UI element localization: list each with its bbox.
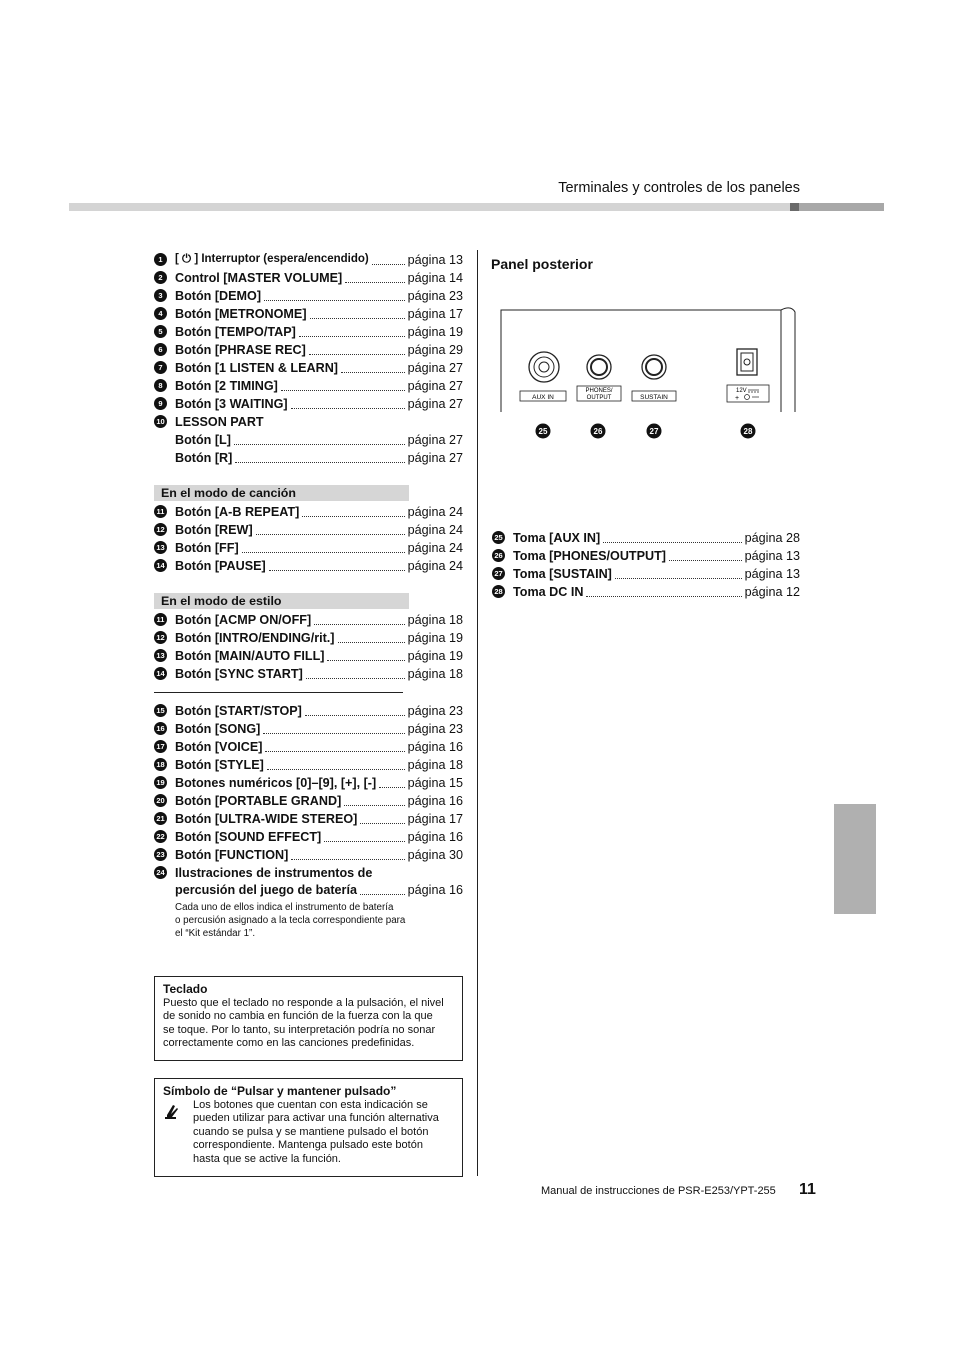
list-item bbox=[154, 647, 463, 664]
page-number: 11 bbox=[799, 1181, 816, 1198]
item-number-badge: 11 bbox=[154, 505, 167, 518]
item-page-ref: página 23 bbox=[407, 703, 463, 718]
item-page-ref: página 27 bbox=[407, 360, 463, 375]
item-label: Botón [TEMPO/TAP] bbox=[175, 324, 296, 339]
item-number-badge: 12 bbox=[154, 523, 167, 536]
item-page-ref: página 16 bbox=[407, 829, 463, 844]
rear-panel-illustration bbox=[495, 300, 805, 450]
item-page-ref: página 23 bbox=[407, 288, 463, 303]
item-number-badge: 21 bbox=[154, 812, 167, 825]
item-page-ref: página 27 bbox=[407, 378, 463, 393]
list-item bbox=[154, 756, 463, 773]
list-item bbox=[492, 583, 800, 600]
item-label: Botón [DEMO] bbox=[175, 288, 262, 303]
item-number-badge: 28 bbox=[492, 585, 505, 598]
item-page-ref: página 18 bbox=[407, 666, 463, 681]
list-item bbox=[154, 521, 463, 538]
header-rule bbox=[69, 203, 884, 211]
item-label: Toma [SUSTAIN] bbox=[513, 566, 612, 581]
item-label: Botón [1 LISTEN & LEARN] bbox=[175, 360, 339, 375]
item-number-badge: 22 bbox=[154, 830, 167, 843]
footer-manual-title: Manual de instrucciones de PSR-E253/YPT-255 bbox=[541, 1185, 776, 1197]
item-page-ref: página 30 bbox=[407, 847, 463, 862]
item-number-badge: 5 bbox=[154, 325, 167, 338]
item-page-ref: página 24 bbox=[407, 522, 463, 537]
hold-finger-icon bbox=[163, 1099, 193, 1167]
list-item bbox=[492, 547, 800, 564]
item-number-badge: 26 bbox=[492, 549, 505, 562]
rear-panel-title: Panel posterior bbox=[491, 256, 593, 272]
item-label: Botón [SYNC START] bbox=[175, 666, 303, 681]
item-number-badge: 1 bbox=[154, 253, 167, 266]
item-number-badge: 12 bbox=[154, 631, 167, 644]
item-page-ref: página 16 bbox=[407, 739, 463, 754]
dc-in-jack-icon bbox=[737, 349, 757, 375]
item-page-ref: página 17 bbox=[407, 811, 463, 826]
song-mode-heading: En el modo de canción bbox=[154, 485, 409, 501]
item-page-ref: página 24 bbox=[407, 504, 463, 519]
item-24-note: Cada uno de ellos indica el instrumento de batería o percusión asignado a la tecla correspondiente para el “Kit estándar 1”. bbox=[175, 902, 406, 939]
item-page-ref: página 28 bbox=[744, 530, 800, 545]
list-item bbox=[154, 377, 463, 394]
aux-in-jack-icon bbox=[529, 352, 559, 382]
style-mode-heading: En el modo de estilo bbox=[154, 593, 409, 609]
list-item bbox=[154, 503, 463, 520]
list-item bbox=[154, 828, 463, 845]
item-page-ref: página 14 bbox=[407, 270, 463, 285]
item-page-ref: página 13 bbox=[744, 566, 800, 581]
keyboard-note-box: Teclado Puesto que el teclado no responde a la pulsación, el nivel de sonido no cambia en función de la fuerza con la que se toque. Por lo tanto, su interpretación podría no sonar correctamente como en las canciones predefinidas. bbox=[154, 976, 463, 1061]
item-label: Botón [A-B REPEAT] bbox=[175, 504, 300, 519]
list-item bbox=[154, 792, 463, 809]
item-label: Botón [STYLE] bbox=[175, 757, 264, 772]
item-label: Botón [FF] bbox=[175, 540, 239, 555]
item-page-ref: página 18 bbox=[407, 757, 463, 772]
item-page-ref: página 27 bbox=[407, 432, 463, 447]
item-label: Toma DC IN bbox=[513, 584, 584, 599]
item-page-ref: página 13 bbox=[744, 548, 800, 563]
item-number-badge: 24 bbox=[154, 866, 167, 879]
item-number-badge: 15 bbox=[154, 704, 167, 717]
item-number-badge: 25 bbox=[492, 531, 505, 544]
list-item bbox=[154, 557, 463, 574]
item-page-ref: página 17 bbox=[407, 306, 463, 321]
list-item bbox=[154, 810, 463, 827]
list-item bbox=[154, 449, 463, 466]
item-page-ref: página 29 bbox=[407, 342, 463, 357]
keyboard-note-title: Teclado bbox=[163, 982, 208, 996]
item-page-ref: página 13 bbox=[407, 252, 463, 267]
list-item bbox=[154, 269, 463, 286]
list-item-24-continued: percusión del juego de batería página 16 bbox=[175, 882, 463, 897]
svg-text:+: + bbox=[735, 395, 740, 402]
svg-text:OUTPUT: OUTPUT bbox=[586, 395, 612, 401]
item-page-ref: página 16 bbox=[407, 793, 463, 808]
item-page-ref: página 19 bbox=[407, 324, 463, 339]
column-divider bbox=[477, 250, 478, 1176]
list-item bbox=[154, 413, 463, 430]
item-label: Botón [ACMP ON/OFF] bbox=[175, 612, 312, 627]
item-label: Botón [METRONOME] bbox=[175, 306, 307, 321]
hold-symbol-box: Símbolo de “Pulsar y mantener pulsado” Los botones que cuentan con esta indicación se pueden utilizar para activar una función alternativa cuando se pulsa y se mantiene pulsado el botón correspondiente. Mantenga pulsado este botón hasta que se active la función. bbox=[154, 1078, 463, 1177]
item-page-ref: página 27 bbox=[407, 396, 463, 411]
item-number-badge: 9 bbox=[154, 397, 167, 410]
item-number-badge: 14 bbox=[154, 559, 167, 572]
svg-text:28: 28 bbox=[743, 427, 753, 436]
list-item bbox=[154, 629, 463, 646]
item-number-badge: 19 bbox=[154, 776, 167, 789]
item-label: Botón [SOUND EFFECT] bbox=[175, 829, 322, 844]
item-page-ref: página 15 bbox=[407, 775, 463, 790]
list-item bbox=[154, 665, 463, 682]
list-item bbox=[154, 305, 463, 322]
list-item bbox=[154, 323, 463, 340]
list-item bbox=[154, 738, 463, 755]
item-page-ref: página 23 bbox=[407, 721, 463, 736]
item-number-badge: 20 bbox=[154, 794, 167, 807]
item-label: Botón [FUNCTION] bbox=[175, 847, 289, 862]
list-item bbox=[492, 529, 800, 546]
item-label: Botón [START/STOP] bbox=[175, 703, 302, 718]
list-item bbox=[154, 287, 463, 304]
item-page-ref: página 24 bbox=[407, 540, 463, 555]
list-item bbox=[154, 395, 463, 412]
list-item bbox=[154, 702, 463, 719]
svg-text:12V: 12V bbox=[736, 388, 747, 394]
item-label: Toma [PHONES/OUTPUT] bbox=[513, 548, 666, 563]
item-label: Botón [MAIN/AUTO FILL] bbox=[175, 648, 325, 663]
item-page-ref: página 12 bbox=[744, 584, 800, 599]
item-label: Botón [PORTABLE GRAND] bbox=[175, 793, 342, 808]
item-number-badge: 10 bbox=[154, 415, 167, 428]
item-number-badge: 3 bbox=[154, 289, 167, 302]
list-item bbox=[154, 864, 463, 881]
item-label: Botón [L] bbox=[175, 432, 231, 447]
item-label: Toma [AUX IN] bbox=[513, 530, 601, 545]
item-label: LESSON PART bbox=[175, 414, 264, 429]
svg-text:PHONES/: PHONES/ bbox=[585, 388, 613, 394]
svg-text:25: 25 bbox=[538, 427, 548, 436]
list-item bbox=[154, 431, 463, 448]
callouts bbox=[536, 424, 756, 439]
list-item bbox=[154, 720, 463, 737]
item-number-badge: 2 bbox=[154, 271, 167, 284]
item-label: Botón [2 TIMING] bbox=[175, 378, 278, 393]
item-number-badge: 7 bbox=[154, 361, 167, 374]
section-rule bbox=[154, 692, 403, 693]
item-label: [ ⏻ ] Interruptor (espera/encendido) bbox=[175, 253, 369, 265]
svg-text:AUX IN: AUX IN bbox=[532, 394, 554, 401]
list-item bbox=[154, 251, 463, 268]
item-number-badge: 13 bbox=[154, 541, 167, 554]
svg-text:26: 26 bbox=[593, 427, 603, 436]
item-label: Botón [PHRASE REC] bbox=[175, 342, 306, 357]
item-number-badge: 16 bbox=[154, 722, 167, 735]
svg-text:27: 27 bbox=[649, 427, 659, 436]
item-number-badge: 17 bbox=[154, 740, 167, 753]
list-item bbox=[154, 774, 463, 791]
item-number-badge: 14 bbox=[154, 667, 167, 680]
list-item bbox=[154, 539, 463, 556]
item-label: Control [MASTER VOLUME] bbox=[175, 270, 343, 285]
item-label: Botón [3 WAITING] bbox=[175, 396, 288, 411]
item-number-badge: 27 bbox=[492, 567, 505, 580]
item-page-ref: página 24 bbox=[407, 558, 463, 573]
item-label: Botón [ULTRA-WIDE STEREO] bbox=[175, 811, 358, 826]
list-item bbox=[492, 565, 800, 582]
item-number-badge: 4 bbox=[154, 307, 167, 320]
list-item bbox=[154, 611, 463, 628]
list-item bbox=[154, 846, 463, 863]
page-header-title: Terminales y controles de los paneles bbox=[558, 180, 800, 196]
item-label: Botón [VOICE] bbox=[175, 739, 263, 754]
item-page-ref: página 18 bbox=[407, 612, 463, 627]
list-item bbox=[154, 359, 463, 376]
list-item bbox=[154, 341, 463, 358]
sustain-jack-icon bbox=[642, 355, 666, 379]
item-label: Ilustraciones de instrumentos de bbox=[175, 865, 373, 880]
item-label: Botón [PAUSE] bbox=[175, 558, 266, 573]
item-number-badge: 6 bbox=[154, 343, 167, 356]
thumb-index-tab bbox=[834, 804, 876, 914]
phones-jack-icon bbox=[587, 355, 611, 379]
item-label: Botón [INTRO/ENDING/rit.] bbox=[175, 630, 335, 645]
item-label: Botón [SONG] bbox=[175, 721, 261, 736]
item-number-badge: 13 bbox=[154, 649, 167, 662]
item-page-ref: página 19 bbox=[407, 648, 463, 663]
item-page-ref: página 19 bbox=[407, 630, 463, 645]
item-label: Botón [REW] bbox=[175, 522, 253, 537]
svg-text:SUSTAIN: SUSTAIN bbox=[640, 394, 668, 401]
item-page-ref: página 27 bbox=[407, 450, 463, 465]
item-number-badge: 23 bbox=[154, 848, 167, 861]
item-number-badge: 11 bbox=[154, 613, 167, 626]
hold-symbol-title: Símbolo de “Pulsar y mantener pulsado” bbox=[163, 1084, 397, 1098]
item-label: Botón [R] bbox=[175, 450, 233, 465]
item-number-badge: 8 bbox=[154, 379, 167, 392]
item-number-badge: 18 bbox=[154, 758, 167, 771]
item-label: Botones numéricos [0]–[9], [+], [-] bbox=[175, 775, 377, 790]
